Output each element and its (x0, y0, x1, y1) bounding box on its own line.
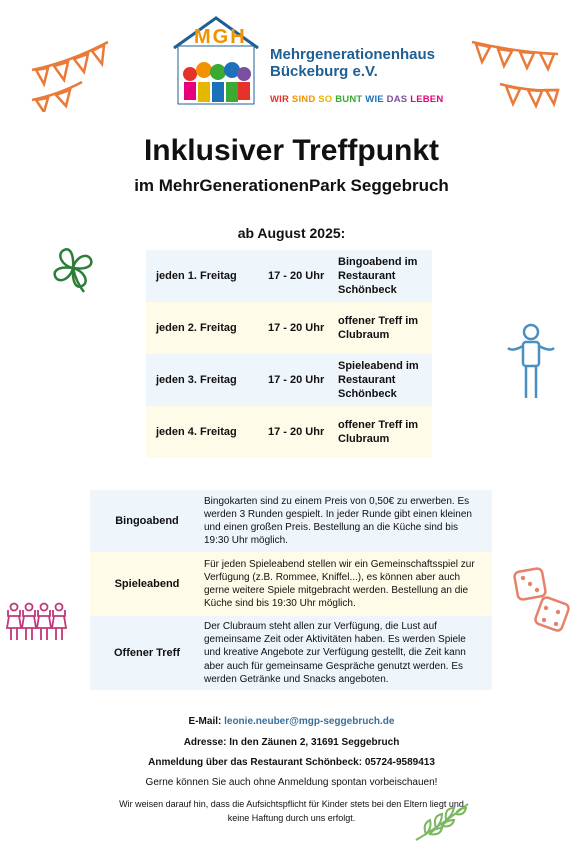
schedule-row (146, 354, 432, 406)
description-text: Für jeden Spieleabend stellen wir ein Gemeinschaftsspiel zur Verfügung (z.B. Rommee, Kniffel...), es können aber auch gerne weitere Spiele mitgebracht werden. Bestellung an die Küche sind bis 19:30 Uhr möglich. (204, 558, 475, 610)
schedule-day: jeden 4. Freitag (156, 426, 237, 438)
page-subtitle: im MehrGenerationenPark Seggebruch (134, 176, 449, 195)
contact-registration: Anmeldung über das Restaurant Schönbeck: 05724-9589413 (148, 757, 435, 768)
schedule-day: jeden 2. Freitag (156, 322, 237, 334)
branch-icon (412, 800, 472, 844)
schedule-time: 17 - 20 Uhr (268, 270, 325, 282)
schedule-event: offener Treff im Clubraum (338, 419, 419, 445)
tagline-word: SIND (291, 94, 316, 105)
org-name-line1: Mehrgenerationenhaus (270, 46, 436, 63)
org-name-line2: Bückeburg e.V. (270, 63, 378, 80)
supervision-note-line1: Wir weisen darauf hin, dass die Aufsichtspflicht für Kinder stets bei den Eltern liegt und (119, 799, 464, 809)
description-row (90, 616, 492, 690)
description-text: Bingokarten sind zu einem Preis von 0,50€ zu erwerben. Es werden 3 Runden gespielt. In jeder Runde gibt einen kleinen und einen großen Preis. Bestellung an die Küche sind bis 19:30 Uhr möglich. (204, 495, 472, 547)
logo-letters: MGH (194, 26, 247, 48)
supervision-note (0, 797, 583, 825)
clover-icon (48, 244, 98, 294)
walk-in-note: Gerne können Sie auch ohne Anmeldung spontan vorbeischauen! (145, 777, 438, 788)
paper-people-icon (6, 602, 68, 642)
description-label: Bingoabend (115, 515, 179, 527)
description-row (90, 552, 492, 616)
schedule-event: Bingoabend im Restaurant Schönbeck (338, 256, 418, 296)
contact-email (0, 716, 583, 727)
tagline-word: WIE (365, 94, 384, 105)
person-icon (504, 322, 558, 402)
page-title: Inklusiver Treffpunkt (143, 134, 440, 167)
bunting-left-decoration (30, 40, 110, 112)
schedule-table (146, 250, 432, 458)
schedule-row (146, 302, 432, 354)
description-table (90, 490, 492, 690)
schedule-time: 17 - 20 Uhr (268, 374, 325, 386)
dice-icon (512, 564, 574, 636)
description-row (90, 490, 492, 552)
start-date-heading: ab August 2025: (237, 225, 346, 241)
bunting-right-decoration (470, 40, 560, 112)
supervision-note-line2: keine Haftung durch uns erfolgt. (227, 813, 356, 823)
email-link[interactable]: leonie.neuber@mgp-seggebruch.de (224, 716, 395, 727)
contact-address: Adresse: In den Zäunen 2, 31691 Seggebruch (183, 737, 400, 748)
schedule-time: 17 - 20 Uhr (268, 426, 325, 438)
org-name (270, 46, 435, 80)
tagline-word: DAS (386, 94, 408, 105)
schedule-event: offener Treff im Clubraum (338, 315, 419, 341)
tagline-word: SO (318, 94, 333, 105)
tagline-word: WIR (270, 94, 290, 105)
schedule-event: Spieleabend im Restaurant Schönbeck (338, 360, 419, 400)
description-label: Offener Treff (113, 647, 180, 659)
schedule-row (146, 250, 432, 302)
description-label: Spieleabend (114, 578, 180, 590)
email-label: E-Mail: (188, 716, 222, 727)
schedule-day: jeden 1. Freitag (156, 270, 237, 282)
org-tagline (270, 94, 443, 105)
schedule-row (146, 406, 432, 458)
tagline-word: LEBEN (410, 94, 444, 105)
tagline-word: BUNT (335, 94, 363, 105)
schedule-time: 17 - 20 Uhr (268, 322, 325, 334)
mgh-logo (168, 14, 264, 106)
schedule-day: jeden 3. Freitag (156, 374, 237, 386)
description-text: Der Clubraum steht allen zur Verfügung, die Lust auf gemeinsame Zeit oder Aktivitäten haben. Es werden Spiele und kreative Angebote zur Verfügung gestellt, die Zeit kann aber auch für gemeinsame Gespräche genutzt werden. Es werden Getränke und Snacks angeboten. (204, 620, 466, 685)
